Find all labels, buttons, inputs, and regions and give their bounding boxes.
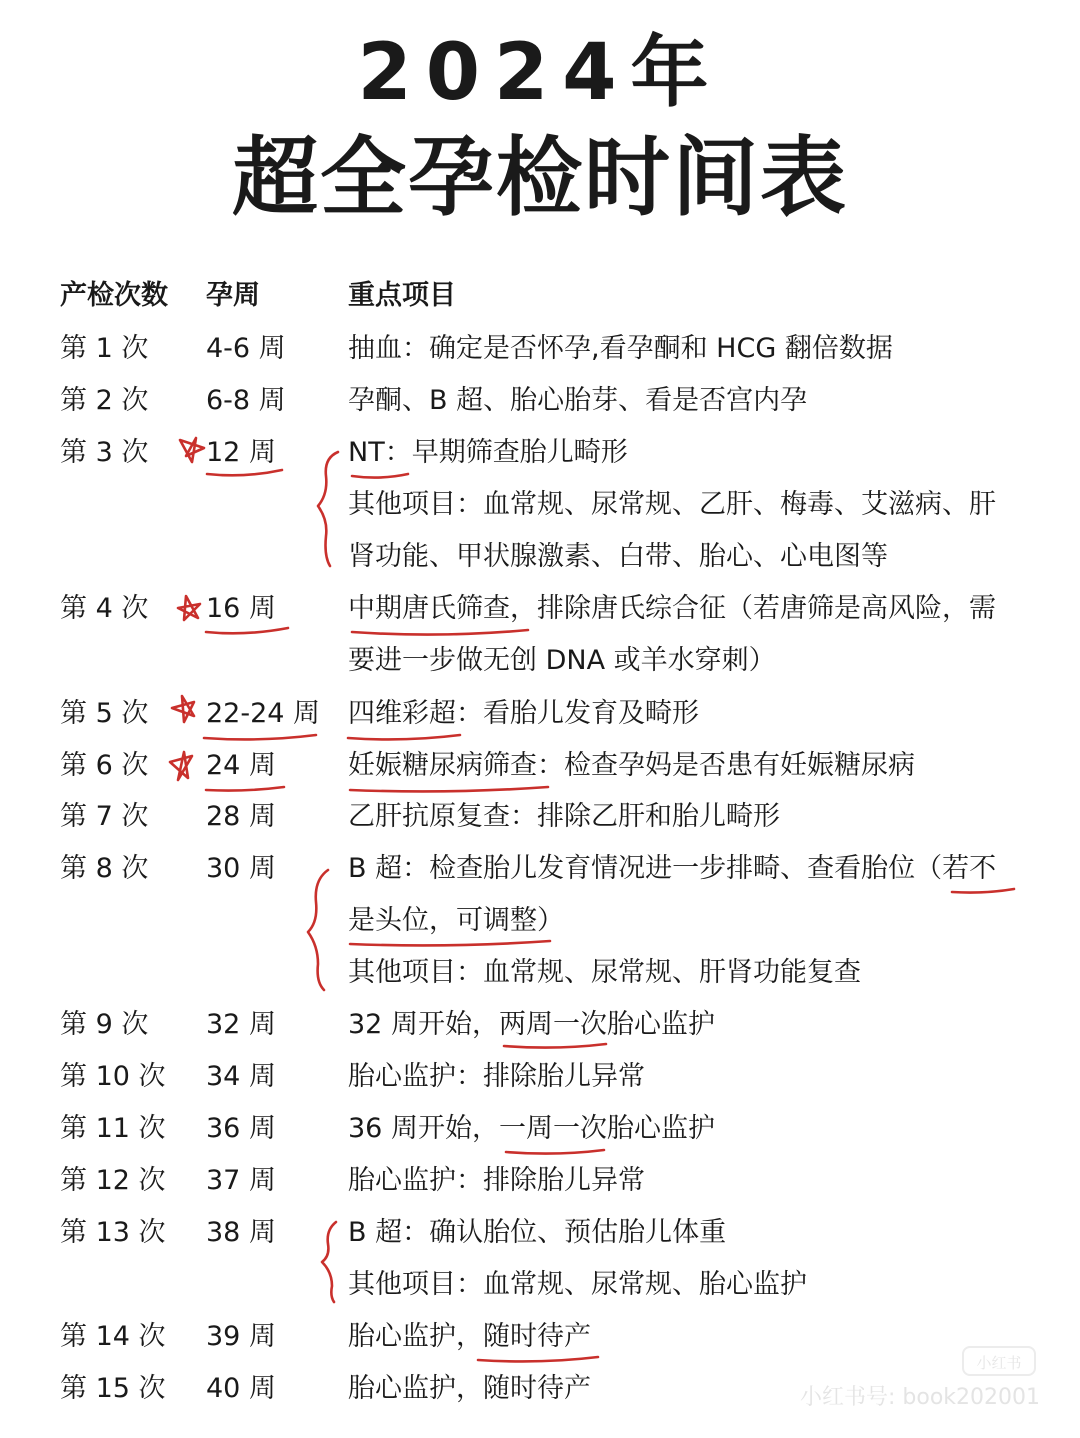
visit-label: 第 8 次 bbox=[60, 853, 149, 884]
visit-label: 第 4 次 bbox=[60, 593, 149, 624]
week-label: 40 周 bbox=[206, 1373, 276, 1404]
item-text: 孕酮、B 超、胎心胎芽、看是否宫内孕 bbox=[348, 385, 808, 416]
star-mark-5 bbox=[172, 696, 194, 722]
visit-label: 第 11 次 bbox=[60, 1113, 166, 1144]
watermark-logo: 小红书 bbox=[962, 1346, 1036, 1376]
week-label: 30 周 bbox=[206, 853, 276, 884]
header-items: 重点项目 bbox=[348, 280, 456, 311]
underline-gdm bbox=[350, 787, 548, 791]
visit-label: 第 10 次 bbox=[60, 1061, 166, 1092]
underline-one-week bbox=[506, 1150, 604, 1154]
underline-week-6 bbox=[206, 787, 284, 791]
underline-head bbox=[350, 941, 550, 945]
visit-label: 第 9 次 bbox=[60, 1009, 149, 1040]
visit-label: 第 5 次 bbox=[60, 698, 149, 729]
underline-nt bbox=[352, 474, 408, 478]
item-text: 其他项目：血常规、尿常规、乙肝、梅毒、艾滋病、肝 bbox=[348, 489, 996, 520]
item-text: 要进一步做无创 DNA 或羊水穿刺） bbox=[348, 645, 776, 676]
item-text: 胎心监护：排除胎儿异常 bbox=[348, 1061, 645, 1092]
week-label: 22-24 周 bbox=[206, 698, 321, 729]
item-text: 乙肝抗原复查：排除乙肝和胎儿畸形 bbox=[348, 801, 780, 832]
item-text: B 超：确认胎位、预估胎儿体重 bbox=[348, 1217, 727, 1248]
item-text: B 超：检查胎儿发育情况进一步排畸、查看胎位（若不 bbox=[348, 853, 997, 884]
visit-label: 第 1 次 bbox=[60, 333, 149, 364]
week-label: 6-8 周 bbox=[206, 385, 286, 416]
star-mark-3 bbox=[180, 438, 204, 462]
visit-label: 第 2 次 bbox=[60, 385, 149, 416]
item-text: 胎心监护：排除胎儿异常 bbox=[348, 1165, 645, 1196]
item-text: NT：早期筛查胎儿畸形 bbox=[348, 437, 628, 468]
page-title: 超全孕检时间表 bbox=[232, 128, 848, 228]
week-label: 38 周 bbox=[206, 1217, 276, 1248]
watermark-text: 小红书号: book202001 bbox=[800, 1385, 1041, 1410]
visit-label: 第 3 次 bbox=[60, 437, 149, 468]
item-text: 其他项目：血常规、尿常规、胎心监护 bbox=[348, 1269, 807, 1300]
item-text: 中期唐氏筛查，排除唐氏综合征（若唐筛是高风险，需 bbox=[348, 593, 996, 624]
brace-visit-13 bbox=[322, 1222, 336, 1302]
underline-tang bbox=[352, 630, 528, 635]
header-week: 孕周 bbox=[206, 280, 260, 311]
item-text: 妊娠糖尿病筛查：检查孕妈是否患有妊娠糖尿病 bbox=[348, 750, 915, 781]
visit-label: 第 6 次 bbox=[60, 750, 149, 781]
underline-week-5 bbox=[204, 735, 316, 739]
star-mark-6 bbox=[170, 752, 192, 780]
item-text: 胎心监护，随时待产 bbox=[348, 1373, 591, 1404]
visit-label: 第 7 次 bbox=[60, 801, 149, 832]
item-text: 胎心监护，随时待产 bbox=[348, 1321, 591, 1352]
underline-4d bbox=[348, 735, 460, 739]
item-text: 肾功能、甲状腺激素、白带、胎心、心电图等 bbox=[348, 541, 888, 572]
item-text: 四维彩超：看胎儿发育及畸形 bbox=[348, 698, 699, 729]
item-text: 是头位，可调整） bbox=[348, 905, 564, 936]
week-label: 37 周 bbox=[206, 1165, 276, 1196]
week-label: 28 周 bbox=[206, 801, 276, 832]
visit-label: 第 12 次 bbox=[60, 1165, 166, 1196]
week-label: 34 周 bbox=[206, 1061, 276, 1092]
item-text: 其他项目：血常规、尿常规、肝肾功能复查 bbox=[348, 957, 861, 988]
underline-ruo bbox=[952, 889, 1014, 893]
week-label: 12 周 bbox=[206, 437, 276, 468]
brace-visit-8 bbox=[308, 870, 328, 990]
week-label: 39 周 bbox=[206, 1321, 276, 1352]
item-text: 36 周开始，一周一次胎心监护 bbox=[348, 1113, 715, 1144]
visit-label: 第 13 次 bbox=[60, 1217, 166, 1248]
underline-ready bbox=[478, 1357, 598, 1361]
star-mark-4 bbox=[178, 596, 200, 620]
title-year: 2024年 bbox=[357, 28, 723, 118]
week-label: 36 周 bbox=[206, 1113, 276, 1144]
visit-label: 第 14 次 bbox=[60, 1321, 166, 1352]
item-text: 32 周开始，两周一次胎心监护 bbox=[348, 1009, 715, 1040]
week-label: 24 周 bbox=[206, 750, 276, 781]
header-visit: 产检次数 bbox=[60, 280, 168, 311]
brace-visit-3 bbox=[318, 452, 338, 566]
item-text: 抽血：确定是否怀孕,看孕酮和 HCG 翻倍数据 bbox=[348, 333, 893, 364]
week-label: 4-6 周 bbox=[206, 333, 286, 364]
week-label: 16 周 bbox=[206, 593, 276, 624]
visit-label: 第 15 次 bbox=[60, 1373, 166, 1404]
week-label: 32 周 bbox=[206, 1009, 276, 1040]
